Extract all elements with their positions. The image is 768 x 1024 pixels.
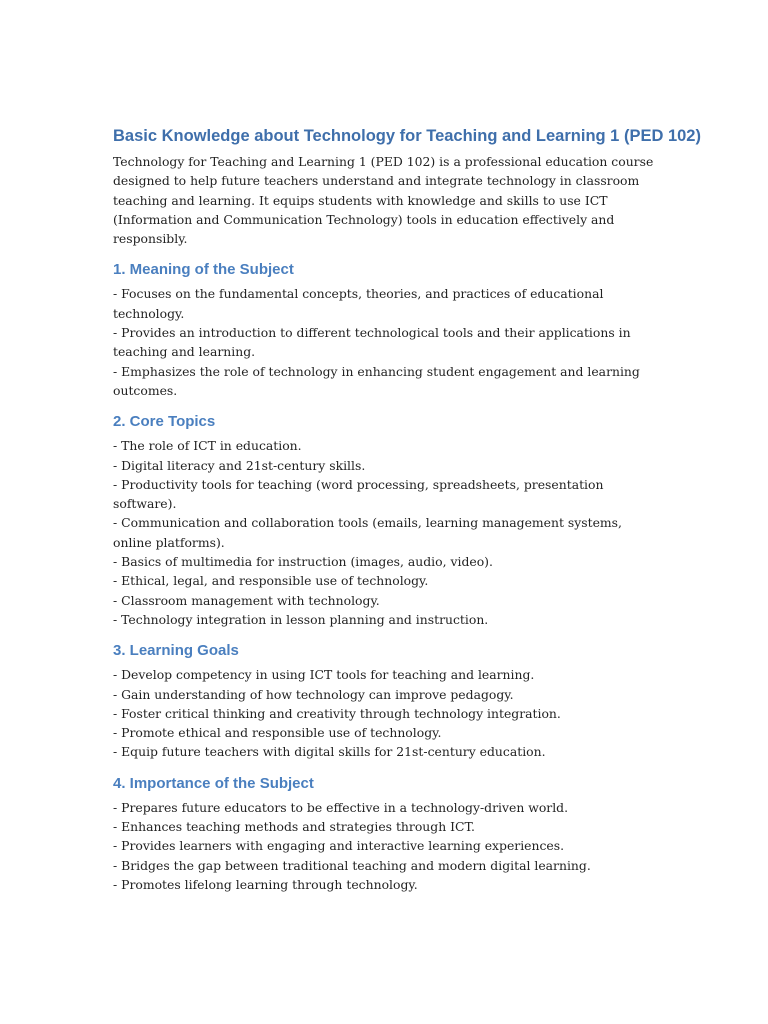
list-item: - Classroom management with technology. — [113, 592, 380, 608]
list-item: - Equip future teachers with digital skills for 21st-century education. — [113, 744, 546, 760]
section-heading: 2. Core Topics — [113, 413, 216, 431]
list-item: - Technology integration in lesson planning and instruction. — [113, 611, 489, 627]
list-item: - Prepares future educators to be effective in a technology-driven world. — [113, 799, 569, 815]
section-heading: 3. Learning Goals — [113, 642, 239, 660]
list-item: - Bridges the gap between traditional teaching and modern digital learning. — [113, 857, 591, 873]
section-heading: 4. Importance of the Subject — [113, 774, 314, 792]
document-body — [113, 124, 701, 894]
list-item: - Communication and collaboration tools (emails, learning management systems, online platforms). — [113, 515, 622, 550]
list-item: - Emphasizes the role of technology in enhancing student engagement and learning outcomes. — [113, 363, 640, 398]
list-item: - Enhances teaching methods and strategies through ICT. — [113, 819, 475, 835]
list-item: - Develop competency in using ICT tools for teaching and learning. — [113, 667, 535, 683]
section-learning-goals — [113, 640, 661, 761]
list-item: - Gain understanding of how technology can improve pedagogy. — [113, 686, 514, 702]
list-item: - Provides an introduction to different technological tools and their applications in teaching and learning. — [113, 325, 631, 360]
list-item: - Ethical, legal, and responsible use of technology. — [113, 573, 429, 589]
list-item: - Foster critical thinking and creativity through technology integration. — [113, 705, 561, 721]
list-item: - Provides learners with engaging and interactive learning experiences. — [113, 838, 565, 854]
list-item: - Promote ethical and responsible use of technology. — [113, 725, 442, 741]
list-item: - Productivity tools for teaching (word processing, spreadsheets, presentation software). — [113, 476, 604, 512]
list-item: - Digital literacy and 21st-century skills. — [113, 457, 366, 473]
list-item: - Basics of multimedia for instruction (images, audio, video). — [113, 554, 493, 570]
section-core-topics — [113, 411, 661, 629]
intro-paragraph: Technology for Teaching and Learning 1 (PED 102) is a professional education course designed to help future teachers understand and integrate technology in classroom teaching and learning. It equips students with knowledge and skills to use ICT (Information and Communication Technology) tools in education effectively and responsibly. — [113, 154, 654, 247]
section-heading: 1. Meaning of the Subject — [113, 261, 294, 279]
list-item: - Focuses on the fundamental concepts, theories, and practices of educational technology. — [113, 286, 604, 321]
list-item: - The role of ICT in education. — [113, 438, 302, 454]
section-importance — [113, 773, 661, 894]
list-item: - Promotes lifelong learning through technology. — [113, 876, 418, 892]
section-meaning — [113, 259, 661, 400]
document-title: Basic Knowledge about Technology for Teaching and Learning 1 (PED 102) — [113, 127, 701, 145]
